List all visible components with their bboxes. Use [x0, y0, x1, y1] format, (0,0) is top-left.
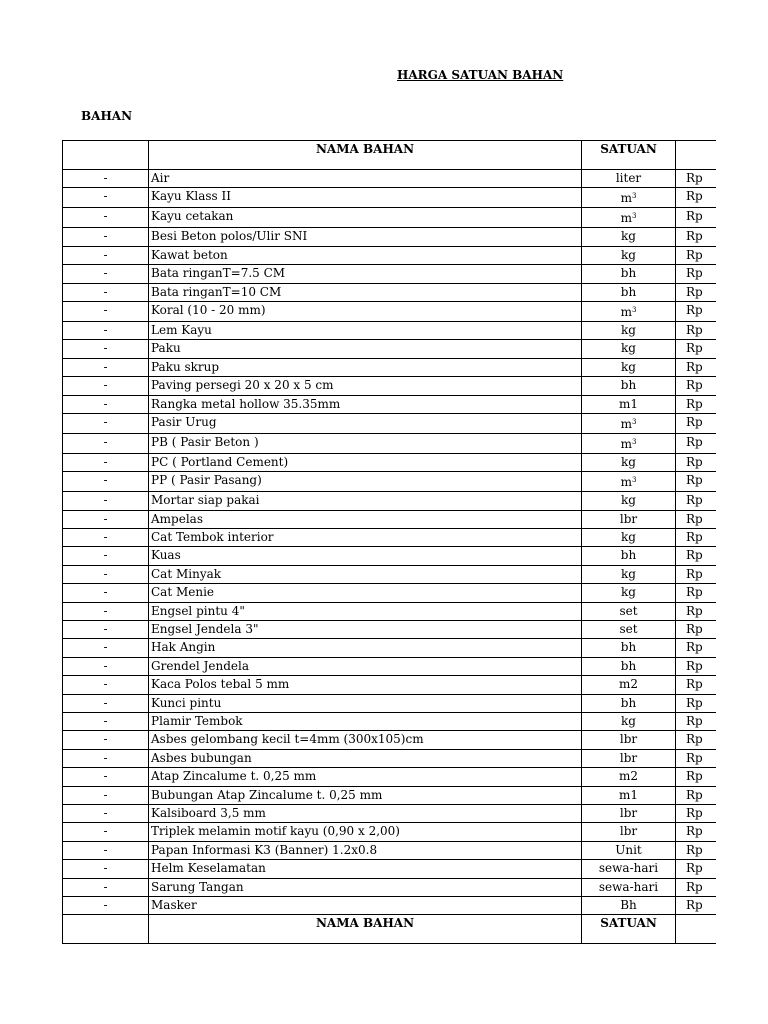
price-currency: Rp — [676, 584, 717, 602]
material-name: PP ( Pasir Pasang) — [149, 472, 582, 492]
row-dash: - — [63, 676, 149, 694]
table-row — [63, 639, 717, 657]
material-unit: $m^3$ — [582, 433, 676, 453]
material-unit: kg — [582, 246, 676, 264]
row-dash: - — [63, 878, 149, 896]
table-row — [63, 170, 717, 188]
table-row — [63, 265, 717, 283]
price-currency: Rp — [676, 208, 717, 228]
row-dash: - — [63, 657, 149, 675]
table-row — [63, 694, 717, 712]
header-name: NAMA BAHAN — [149, 141, 582, 170]
price-currency: Rp — [676, 731, 717, 749]
table-row — [63, 529, 717, 547]
row-dash: - — [63, 602, 149, 620]
row-dash: - — [63, 433, 149, 453]
material-unit: set — [582, 602, 676, 620]
table-row — [63, 676, 717, 694]
material-name: Bata ringanT=7.5 CM — [149, 265, 582, 283]
material-name: Pasir Urug — [149, 413, 582, 433]
material-name: Bubungan Atap Zincalume t. 0,25 mm — [149, 786, 582, 804]
table-row — [63, 377, 717, 395]
table-row — [63, 749, 717, 767]
price-currency: Rp — [676, 433, 717, 453]
row-dash: - — [63, 377, 149, 395]
row-dash: - — [63, 188, 149, 208]
material-unit: $m^3$ — [582, 413, 676, 433]
table-row — [63, 246, 717, 264]
price-currency: Rp — [676, 321, 717, 339]
price-currency: Rp — [676, 565, 717, 583]
table-row — [63, 228, 717, 246]
footer-blank-cell — [63, 915, 149, 944]
table-row — [63, 841, 717, 859]
material-name: Besi Beton polos/Ulir SNI — [149, 228, 582, 246]
material-unit: kg — [582, 453, 676, 471]
material-name: Cat Tembok interior — [149, 529, 582, 547]
material-name: Plamir Tembok — [149, 712, 582, 730]
table-row — [63, 896, 717, 914]
material-unit: bh — [582, 265, 676, 283]
price-currency: Rp — [676, 340, 717, 358]
table-footer-row — [63, 915, 717, 944]
price-currency: Rp — [676, 246, 717, 264]
price-currency: Rp — [676, 694, 717, 712]
row-dash: - — [63, 395, 149, 413]
row-dash: - — [63, 896, 149, 914]
material-name: Papan Informasi K3 (Banner) 1.2x0.8 — [149, 841, 582, 859]
row-dash: - — [63, 358, 149, 376]
price-currency: Rp — [676, 510, 717, 528]
row-dash: - — [63, 265, 149, 283]
material-unit: kg — [582, 712, 676, 730]
price-currency: Rp — [676, 621, 717, 639]
table-row — [63, 602, 717, 620]
material-name: PC ( Portland Cement) — [149, 453, 582, 471]
material-name: Kunci pintu — [149, 694, 582, 712]
material-unit: $m^3$ — [582, 188, 676, 208]
material-name: Lem Kayu — [149, 321, 582, 339]
material-name: Hak Angin — [149, 639, 582, 657]
material-unit: lbr — [582, 823, 676, 841]
price-currency: Rp — [676, 413, 717, 433]
price-currency: Rp — [676, 786, 717, 804]
price-currency: Rp — [676, 395, 717, 413]
material-unit: kg — [582, 492, 676, 510]
price-currency: Rp — [676, 657, 717, 675]
material-unit: bh — [582, 639, 676, 657]
material-name: Mortar siap pakai — [149, 492, 582, 510]
table-row — [63, 823, 717, 841]
material-name: Kaca Polos tebal 5 mm — [149, 676, 582, 694]
material-unit: m2 — [582, 676, 676, 694]
price-currency: Rp — [676, 228, 717, 246]
table-row — [63, 188, 717, 208]
table-row — [63, 453, 717, 471]
price-currency: Rp — [676, 841, 717, 859]
price-currency: Rp — [676, 358, 717, 376]
material-unit: bh — [582, 694, 676, 712]
table-row — [63, 433, 717, 453]
table-row — [63, 340, 717, 358]
material-name: Paku — [149, 340, 582, 358]
material-name: Masker — [149, 896, 582, 914]
price-currency: Rp — [676, 377, 717, 395]
row-dash: - — [63, 786, 149, 804]
footer-price-cell — [676, 915, 717, 944]
price-currency: Rp — [676, 529, 717, 547]
price-currency: Rp — [676, 492, 717, 510]
row-dash: - — [63, 283, 149, 301]
material-unit: m1 — [582, 395, 676, 413]
table-row — [63, 413, 717, 433]
material-name: Engsel pintu 4" — [149, 602, 582, 620]
material-name: Paving persegi 20 x 20 x 5 cm — [149, 377, 582, 395]
material-unit: kg — [582, 321, 676, 339]
material-name: Cat Minyak — [149, 565, 582, 583]
row-dash: - — [63, 170, 149, 188]
material-unit: kg — [582, 565, 676, 583]
row-dash: - — [63, 768, 149, 786]
material-unit: lbr — [582, 510, 676, 528]
material-unit: $m^3$ — [582, 472, 676, 492]
price-currency: Rp — [676, 712, 717, 730]
footer-unit: SATUAN — [582, 915, 676, 944]
material-unit: sewa-hari — [582, 860, 676, 878]
material-unit: lbr — [582, 804, 676, 822]
table-row — [63, 860, 717, 878]
table-row — [63, 472, 717, 492]
price-currency: Rp — [676, 804, 717, 822]
material-unit: kg — [582, 529, 676, 547]
row-dash: - — [63, 621, 149, 639]
row-dash: - — [63, 472, 149, 492]
header-blank-cell — [63, 141, 149, 170]
price-currency: Rp — [676, 676, 717, 694]
table-row — [63, 657, 717, 675]
row-dash: - — [63, 246, 149, 264]
material-name: Helm Keselamatan — [149, 860, 582, 878]
material-name: Air — [149, 170, 582, 188]
material-name: Sarung Tangan — [149, 878, 582, 896]
material-unit: kg — [582, 584, 676, 602]
table-row — [63, 547, 717, 565]
material-unit: lbr — [582, 749, 676, 767]
header-price-cell — [676, 141, 717, 170]
material-unit: kg — [582, 228, 676, 246]
table-row — [63, 768, 717, 786]
material-unit: liter — [582, 170, 676, 188]
table-row — [63, 712, 717, 730]
row-dash: - — [63, 208, 149, 228]
material-name: Koral (10 - 20 mm) — [149, 301, 582, 321]
material-unit: m1 — [582, 786, 676, 804]
material-name: Kayu Klass II — [149, 188, 582, 208]
table-row — [63, 395, 717, 413]
material-unit: sewa-hari — [582, 878, 676, 896]
row-dash: - — [63, 712, 149, 730]
material-unit: bh — [582, 283, 676, 301]
material-unit: m2 — [582, 768, 676, 786]
price-currency: Rp — [676, 453, 717, 471]
material-unit: bh — [582, 657, 676, 675]
footer-name: NAMA BAHAN — [149, 915, 582, 944]
material-name: Bata ringanT=10 CM — [149, 283, 582, 301]
row-dash: - — [63, 694, 149, 712]
material-name: Grendel Jendela — [149, 657, 582, 675]
price-currency: Rp — [676, 472, 717, 492]
material-unit: bh — [582, 547, 676, 565]
price-currency: Rp — [676, 170, 717, 188]
material-unit: Unit — [582, 841, 676, 859]
material-name: Atap Zincalume t. 0,25 mm — [149, 768, 582, 786]
table-row — [63, 804, 717, 822]
price-currency: Rp — [676, 283, 717, 301]
row-dash: - — [63, 301, 149, 321]
row-dash: - — [63, 228, 149, 246]
price-currency: Rp — [676, 878, 717, 896]
table-row — [63, 492, 717, 510]
material-name: Engsel Jendela 3" — [149, 621, 582, 639]
table-row — [63, 358, 717, 376]
table-header-row — [63, 141, 717, 170]
price-currency: Rp — [676, 768, 717, 786]
material-unit: Bh — [582, 896, 676, 914]
material-name: Kuas — [149, 547, 582, 565]
material-name: Triplek melamin motif kayu (0,90 x 2,00) — [149, 823, 582, 841]
table-row — [63, 283, 717, 301]
row-dash: - — [63, 823, 149, 841]
row-dash: - — [63, 510, 149, 528]
row-dash: - — [63, 804, 149, 822]
material-unit: $m^3$ — [582, 301, 676, 321]
material-unit: $m^3$ — [582, 208, 676, 228]
row-dash: - — [63, 321, 149, 339]
material-unit: kg — [582, 340, 676, 358]
material-name: Cat Menie — [149, 584, 582, 602]
row-dash: - — [63, 413, 149, 433]
table-row — [63, 321, 717, 339]
row-dash: - — [63, 340, 149, 358]
material-name: Rangka metal hollow 35.35mm — [149, 395, 582, 413]
price-currency: Rp — [676, 547, 717, 565]
material-price-table — [62, 140, 716, 944]
price-currency: Rp — [676, 896, 717, 914]
material-unit: lbr — [582, 731, 676, 749]
header-unit: SATUAN — [582, 141, 676, 170]
material-name: Kalsiboard 3,5 mm — [149, 804, 582, 822]
material-name: Asbes gelombang kecil t=4mm (300x105)cm — [149, 731, 582, 749]
price-currency: Rp — [676, 301, 717, 321]
table-row — [63, 878, 717, 896]
row-dash: - — [63, 841, 149, 859]
material-unit: bh — [582, 377, 676, 395]
material-name: Kawat beton — [149, 246, 582, 264]
row-dash: - — [63, 731, 149, 749]
row-dash: - — [63, 860, 149, 878]
price-currency: Rp — [676, 602, 717, 620]
row-dash: - — [63, 492, 149, 510]
price-currency: Rp — [676, 860, 717, 878]
price-currency: Rp — [676, 749, 717, 767]
price-currency: Rp — [676, 265, 717, 283]
row-dash: - — [63, 584, 149, 602]
section-heading: BAHAN — [81, 109, 133, 123]
row-dash: - — [63, 529, 149, 547]
row-dash: - — [63, 547, 149, 565]
material-unit: kg — [582, 358, 676, 376]
row-dash: - — [63, 565, 149, 583]
table-row — [63, 621, 717, 639]
price-currency: Rp — [676, 188, 717, 208]
material-name: Asbes bubungan — [149, 749, 582, 767]
row-dash: - — [63, 749, 149, 767]
material-name: Paku skrup — [149, 358, 582, 376]
material-unit: set — [582, 621, 676, 639]
document-title: HARGA SATUAN BAHAN — [397, 68, 564, 82]
table-row — [63, 565, 717, 583]
table-row — [63, 584, 717, 602]
table-row — [63, 510, 717, 528]
table-row — [63, 786, 717, 804]
table-row — [63, 731, 717, 749]
material-name: PB ( Pasir Beton ) — [149, 433, 582, 453]
material-name: Kayu cetakan — [149, 208, 582, 228]
table-row — [63, 301, 717, 321]
row-dash: - — [63, 453, 149, 471]
price-currency: Rp — [676, 639, 717, 657]
row-dash: - — [63, 639, 149, 657]
price-currency: Rp — [676, 823, 717, 841]
table-row — [63, 208, 717, 228]
material-name: Ampelas — [149, 510, 582, 528]
